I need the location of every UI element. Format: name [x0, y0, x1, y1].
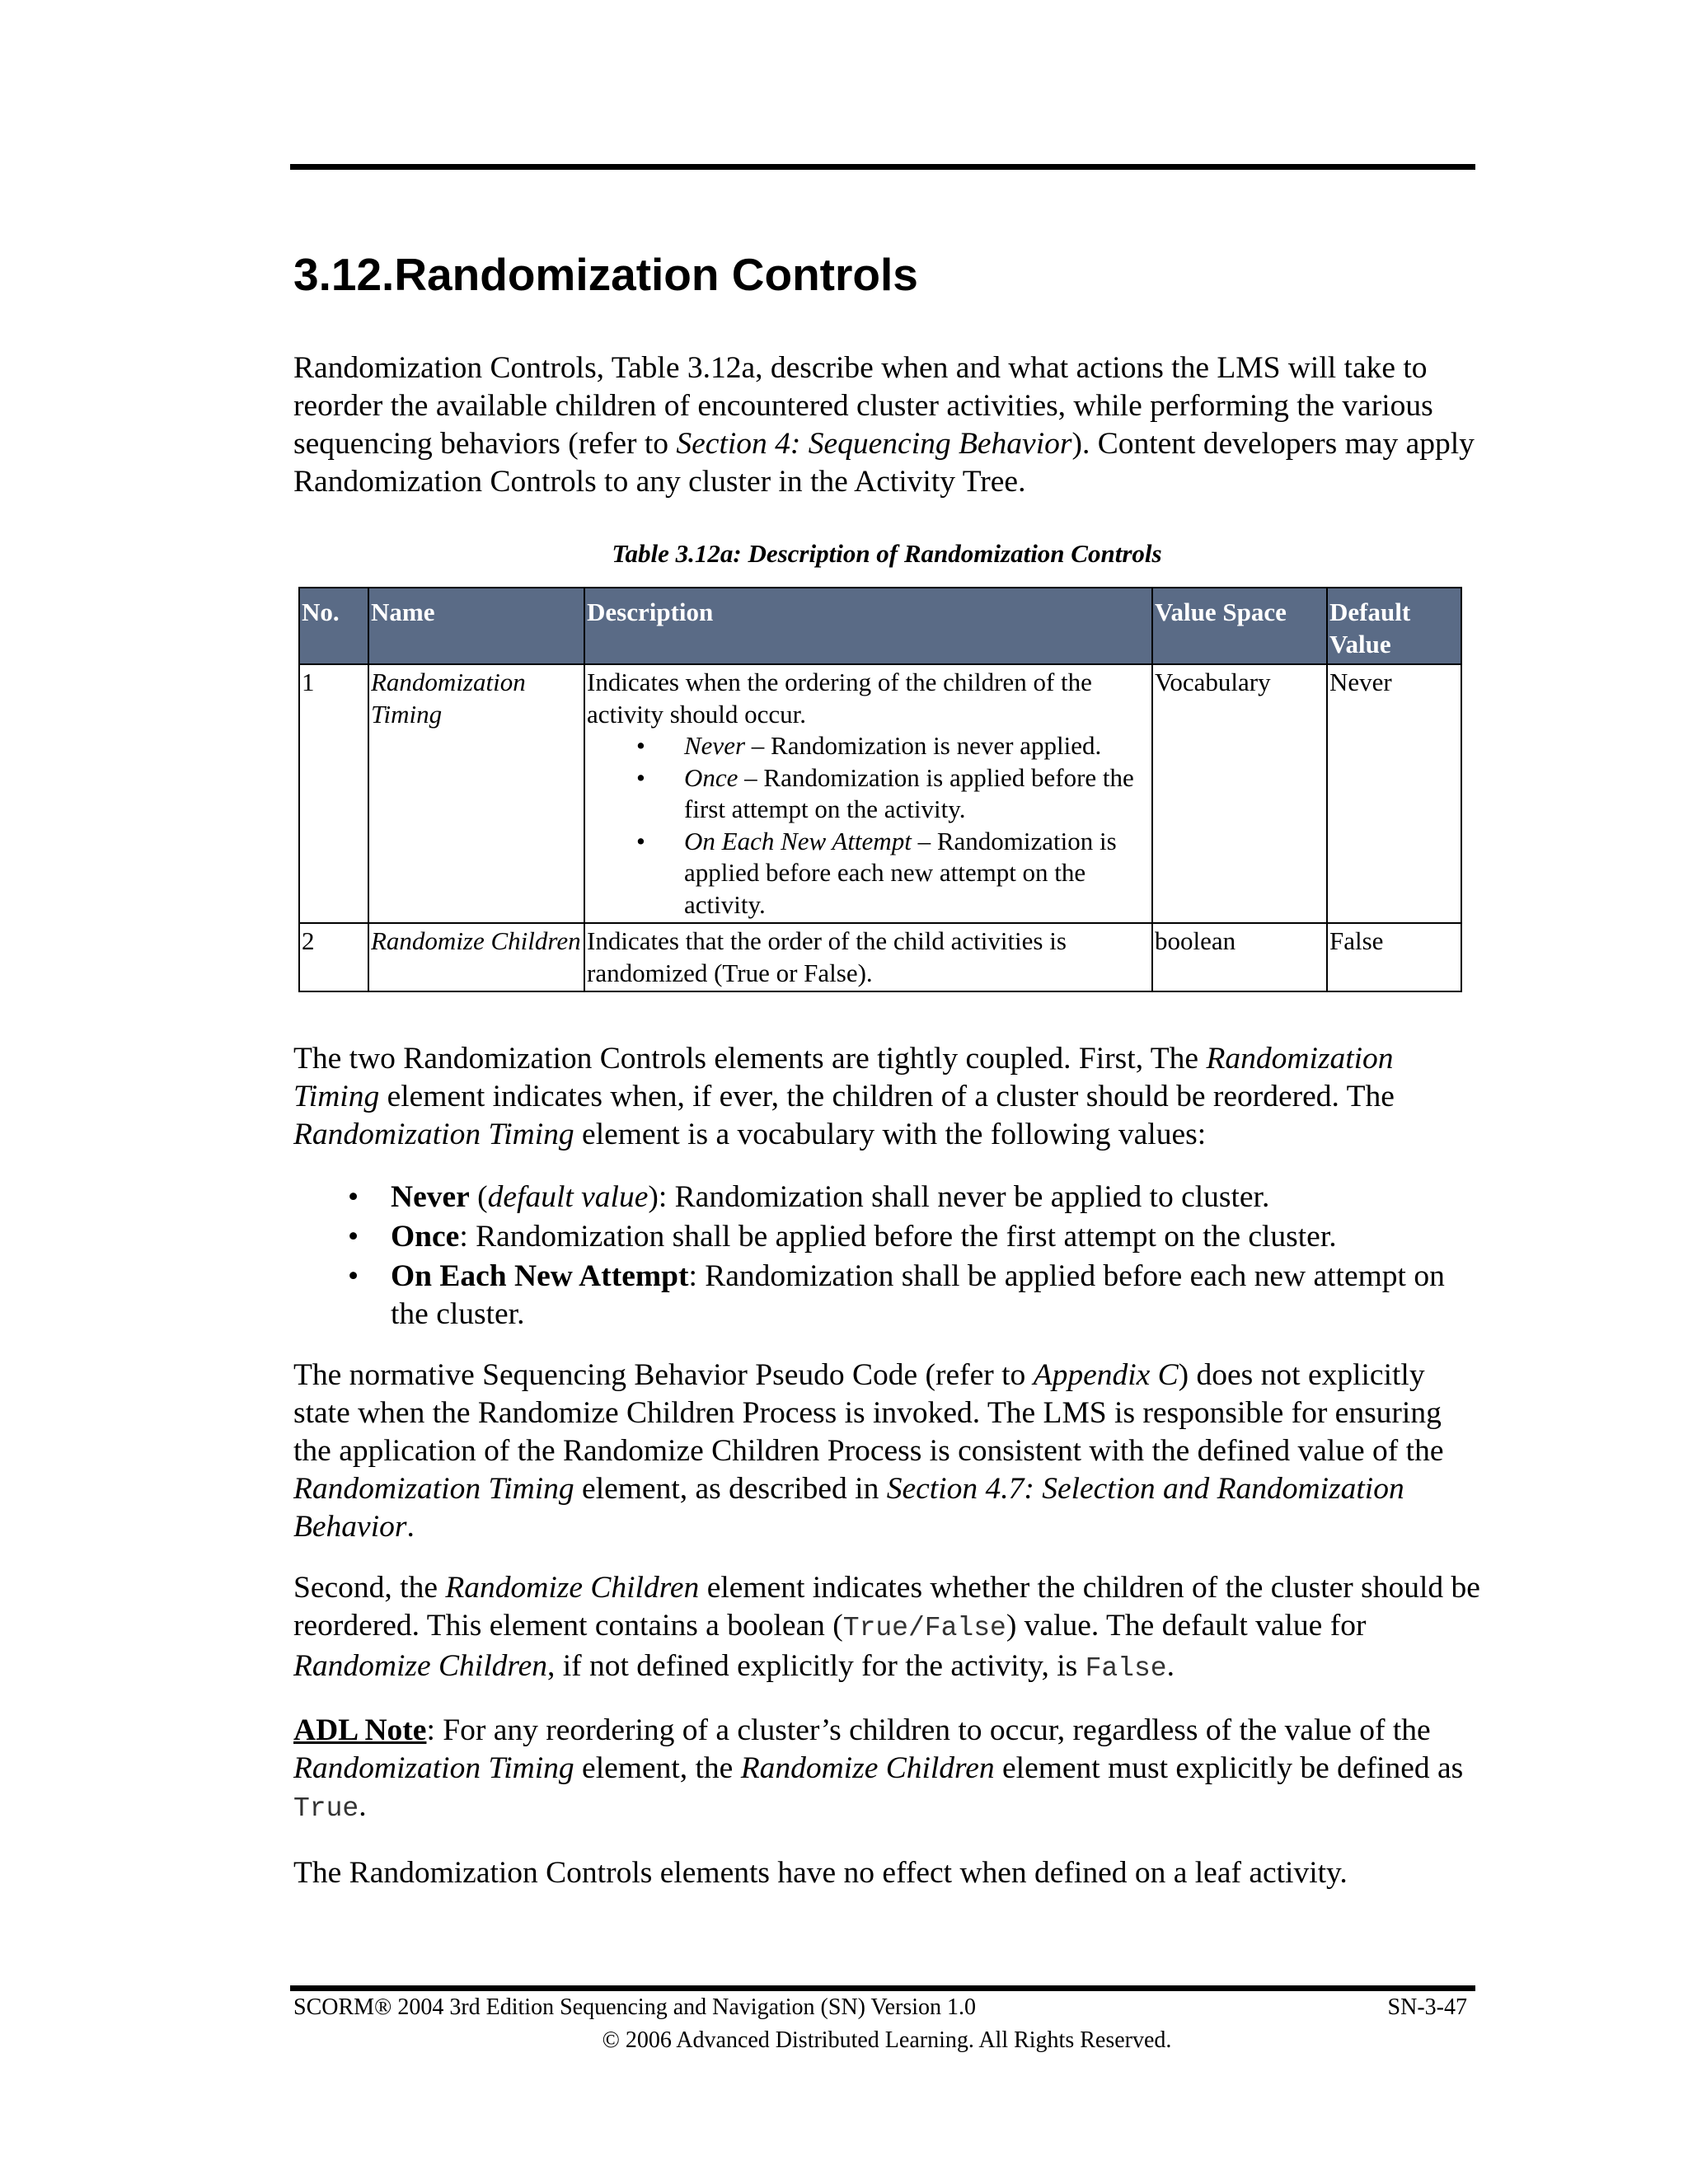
coupled-term-2: Randomization Timing [293, 1118, 574, 1151]
coupled-text-3: element is a vocabulary with the following values: [574, 1118, 1207, 1151]
second-text-3: ) value. The default value for [1006, 1609, 1367, 1643]
cell-name: Randomization Timing [368, 664, 584, 923]
section-heading: 3.12.Randomization Controls [293, 249, 918, 300]
list-item [391, 1179, 1479, 1216]
normative-text-1: The normative Sequencing Behavior Pseudo Code (refer to [293, 1358, 1034, 1392]
value-description: : Randomization shall be applied before the first attempt on the cluster. [459, 1220, 1337, 1254]
cell-no: 2 [299, 923, 368, 991]
second-text-1: Second, the [293, 1571, 446, 1605]
coupled-paragraph [293, 1040, 1480, 1154]
randomization-controls-table [298, 587, 1462, 992]
intro-text-1: Randomization Controls, Table 3.12a, describe when and what actions the LMS will take to reorder the available children of encountered cluster activities, while performing the various sequencing behaviors (refer to [293, 351, 1433, 461]
second-term-1: Randomize Children [445, 1571, 700, 1605]
description-intro: Indicates when the ordering of the children of the activity should occur. [587, 668, 1092, 729]
list-item-term: On Each New Attempt [684, 826, 912, 855]
second-paragraph [293, 1569, 1480, 1688]
normative-text-2: ) does not explicitly state when the Randomize Children Process is invoked. The LMS is responsible for ensuring the application of the Randomize Children Process is consistent with the defined value of the [293, 1358, 1444, 1468]
second-text-4: , if not defined explicitly for the activity, is [546, 1649, 1085, 1683]
header-default-value: Default Value [1327, 588, 1461, 664]
list-item [391, 1218, 1479, 1256]
code-true-false: True/False [842, 1613, 1006, 1643]
table-header-row [299, 588, 1461, 664]
value-description: : Randomization shall be applied before each new attempt on the cluster. [391, 1259, 1445, 1331]
code-false: False [1085, 1653, 1167, 1684]
second-text-5: . [1166, 1649, 1175, 1683]
value-description: ): Randomization shall never be applied to cluster. [648, 1180, 1270, 1214]
cell-no: 1 [299, 664, 368, 923]
header-value-space: Value Space [1152, 588, 1327, 664]
second-term-2: Randomize Children [293, 1649, 547, 1683]
description-list [587, 730, 1150, 921]
cell-default-value: Never [1327, 664, 1461, 923]
footer-title: SCORM® 2004 3rd Edition Sequencing and Navigation (SN) Version 1.0 [293, 1994, 977, 2020]
table-caption: Table 3.12a: Description of Randomization Controls [612, 539, 1162, 568]
value-term: Once [391, 1220, 460, 1254]
list-item [684, 762, 1150, 826]
header-description: Description [584, 588, 1152, 664]
intro-text-2: ). Content developers may apply Randomization Controls to any cluster in the Activity Tree. [293, 427, 1475, 499]
section-ref: Section 4.7: Selection and Randomization Behavior [293, 1472, 1404, 1544]
normative-text-4: . [406, 1510, 415, 1544]
appendix-ref: Appendix C [1033, 1358, 1179, 1392]
table-row [299, 923, 1461, 991]
value-term: Never [391, 1180, 470, 1214]
cell-default-value: False [1327, 923, 1461, 991]
cell-value-space: boolean [1152, 923, 1327, 991]
list-item-term: Once [684, 762, 738, 792]
adl-note-term-2: Randomize Children [740, 1751, 995, 1785]
table-row [299, 664, 1461, 923]
adl-note-text-2: element, the [574, 1751, 741, 1785]
list-item-text: – Randomization is applied before each new attempt on the activity. [684, 826, 1117, 919]
timing-values-list [391, 1179, 1479, 1335]
cell-value-space: Vocabulary [1152, 664, 1327, 923]
list-item [684, 826, 1150, 921]
intro-section-ref: Section 4: Sequencing Behavior [676, 427, 1072, 461]
header-no: No. [299, 588, 368, 664]
footer-rule [290, 1985, 1475, 1991]
list-item [391, 1258, 1479, 1333]
cell-description [584, 664, 1152, 923]
footer-copyright: © 2006 Advanced Distributed Learning. All Rights Reserved. [602, 2027, 1172, 2053]
coupled-text-1: The two Randomization Controls elements are tightly coupled. First, The [293, 1042, 1207, 1076]
value-note: default value [487, 1180, 649, 1214]
page-number: SN-3-47 [1387, 1994, 1467, 2020]
adl-note-text-1: : For any reordering of a cluster’s children to occur, regardless of the value of the [426, 1713, 1431, 1747]
adl-note-text-4: . [359, 1789, 367, 1823]
code-true: True [293, 1793, 359, 1824]
normative-term: Randomization Timing [293, 1472, 574, 1506]
adl-note-text-3: element must explicitly be defined as [994, 1751, 1464, 1785]
final-paragraph: The Randomization Controls elements have no effect when defined on a leaf activity. [293, 1856, 1348, 1890]
normative-paragraph [293, 1357, 1480, 1546]
list-item-term: Never [684, 731, 746, 760]
coupled-text-2: element indicates when, if ever, the children of a cluster should be reordered. The [379, 1080, 1395, 1113]
header-name: Name [368, 588, 584, 664]
value-note-open: ( [469, 1180, 488, 1214]
adl-note-paragraph [293, 1712, 1480, 1828]
list-item-text: – Randomization is applied before the first attempt on the activity. [684, 762, 1134, 823]
coupled-term-1: Randomization Timing [293, 1042, 1394, 1113]
list-item [684, 730, 1150, 762]
cell-name: Randomize Children [368, 923, 584, 991]
intro-paragraph [293, 349, 1480, 501]
adl-note-term-1: Randomization Timing [293, 1751, 574, 1785]
adl-note-label: ADL Note [293, 1713, 427, 1747]
list-item-text: – Randomization is never applied. [745, 731, 1102, 760]
header-rule [290, 164, 1475, 170]
value-term: On Each New Attempt [391, 1259, 689, 1293]
cell-description: Indicates that the order of the child activities is randomized (True or False). [584, 923, 1152, 991]
normative-text-3: element, as described in [574, 1472, 887, 1506]
second-text-2: element indicates whether the children of the cluster should be reordered. This element contains a boolean ( [293, 1571, 1480, 1643]
